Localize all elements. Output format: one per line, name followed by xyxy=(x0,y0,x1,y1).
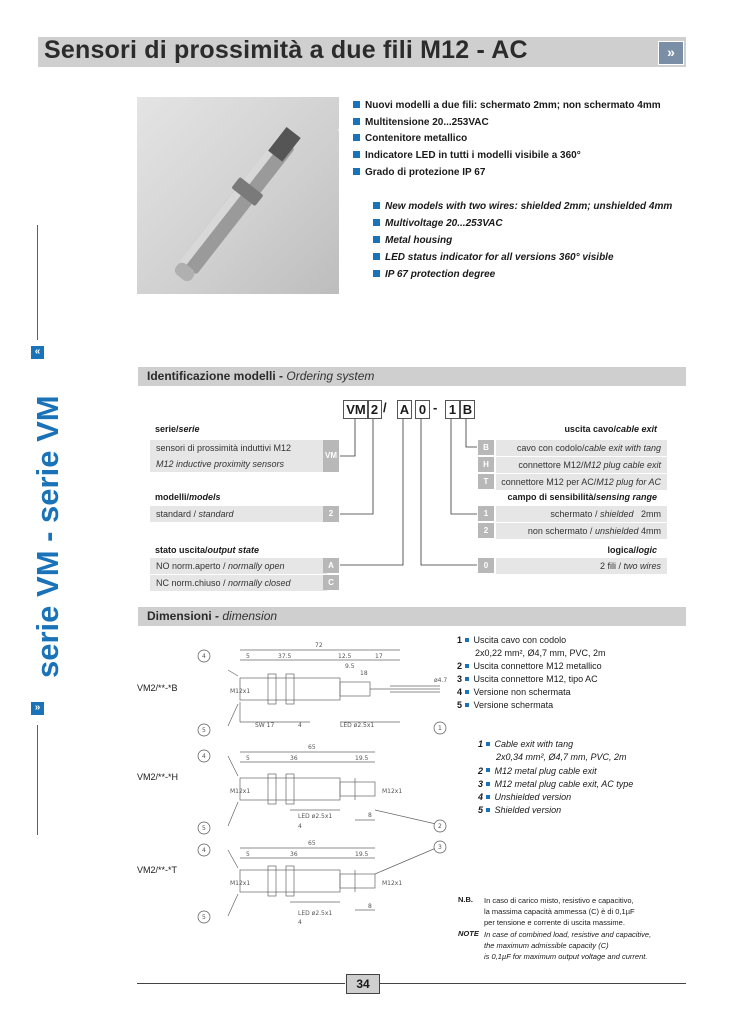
svg-text:37.5: 37.5 xyxy=(278,653,292,660)
svg-text:LED ø2.5x1: LED ø2.5x1 xyxy=(298,910,333,917)
svg-text:M12x1: M12x1 xyxy=(382,880,403,887)
legend-item-detail: 2x0,34 mm², Ø4,7 mm, PVC, 2m xyxy=(496,752,627,763)
svg-text:2: 2 xyxy=(438,823,442,830)
svg-text:4: 4 xyxy=(298,823,302,830)
code-slash: / xyxy=(383,400,387,415)
list-item: LED status indicator for all versions 360° visible xyxy=(373,249,672,266)
svg-text:8: 8 xyxy=(368,812,372,819)
stato-code-a: A xyxy=(323,558,339,573)
svg-text:LED ø2.5x1: LED ø2.5x1 xyxy=(340,722,375,729)
svg-text:M12x1: M12x1 xyxy=(230,788,251,795)
uscita-row-b: cavo con codolo/cable exit with tang xyxy=(496,440,667,456)
code-vm: VM xyxy=(343,400,369,419)
campo-row-1: schermato / shielded 2mm xyxy=(496,506,667,522)
stato-row-nc: NC norm.chiuso / normally closed xyxy=(150,575,327,591)
code-2: 2 xyxy=(367,400,382,419)
uscita-header: uscita cavo/cable exit xyxy=(564,424,657,434)
note-text: In case of combined load, resistive and capacitive, the maximum admissible capacity (C) is 0,1µF for maximum output voltage and current. xyxy=(484,930,652,961)
footer-line-right xyxy=(380,983,686,984)
model-label-h: VM2/**-*H xyxy=(137,772,179,782)
legend-item: 4 Versione non schermata xyxy=(457,687,571,697)
svg-text:4: 4 xyxy=(202,847,206,854)
double-chevron-down-icon[interactable]: » xyxy=(31,702,44,715)
legend-item: 3 M12 metal plug cable exit, AC type xyxy=(478,778,634,789)
uscita-row-h: connettore M12/M12 plug cable exit xyxy=(496,457,667,473)
svg-text:3: 3 xyxy=(438,844,442,851)
sidebar-text: serie VM - serie VM xyxy=(30,395,65,678)
campo-row-2: non schermato / unshielded 4mm xyxy=(496,523,667,539)
svg-text:12.5: 12.5 xyxy=(338,653,352,660)
svg-text:M12x1: M12x1 xyxy=(230,880,251,887)
legend-item: 1 Uscita cavo con codolo xyxy=(457,635,567,645)
svg-text:1: 1 xyxy=(438,725,442,732)
list-item: New models with two wires: shielded 2mm; unshielded 4mm xyxy=(373,198,672,215)
code-dash: - xyxy=(433,400,438,415)
svg-text:5: 5 xyxy=(246,653,250,660)
stato-header: stato uscita/output state xyxy=(155,545,260,555)
svg-text:LED ø2.5x1: LED ø2.5x1 xyxy=(298,813,333,820)
list-item: Grado di protezione IP 67 xyxy=(353,165,661,182)
stato-row-no: NO norm.aperto / normally open xyxy=(150,558,327,574)
footer-line-left xyxy=(137,983,345,984)
logica-code-0: 0 xyxy=(478,558,494,573)
svg-text:5: 5 xyxy=(246,851,250,858)
nb-label: N.B. xyxy=(458,895,473,904)
dimension-drawings xyxy=(190,630,460,930)
dimensions-title: Dimensioni - dimension xyxy=(147,609,278,623)
svg-text:SW 17: SW 17 xyxy=(255,722,275,729)
logica-row: 2 fili / two wires xyxy=(496,558,667,574)
svg-text:M12x1: M12x1 xyxy=(230,688,251,695)
page-number: 34 xyxy=(346,974,380,994)
code-a: A xyxy=(397,400,412,419)
legend-item: 5 Versione schermata xyxy=(457,700,554,710)
uscita-row-t: connettore M12 per AC/M12 plug for AC xyxy=(496,474,667,490)
code-1: 1 xyxy=(445,400,460,419)
serie-code: VM xyxy=(323,440,339,472)
uscita-code-b: B xyxy=(478,440,494,455)
campo-code-1: 1 xyxy=(478,506,494,521)
modelli-code: 2 xyxy=(323,506,339,522)
legend-item: 2 M12 metal plug cable exit xyxy=(478,765,597,776)
svg-text:4: 4 xyxy=(298,919,302,926)
campo-header: campo di sensibilità/sensing range xyxy=(507,492,657,502)
svg-text:9.5: 9.5 xyxy=(345,663,355,670)
svg-text:5: 5 xyxy=(246,755,250,762)
page-title: Sensori di prossimità a due fili M12 - AC xyxy=(44,36,528,64)
svg-text:18: 18 xyxy=(360,670,368,677)
svg-text:65: 65 xyxy=(308,840,316,847)
campo-code-2: 2 xyxy=(478,523,494,538)
svg-text:8: 8 xyxy=(368,903,372,910)
legend-item: 5 Shielded version xyxy=(478,805,562,816)
serie-row-1: sensori di prossimità induttivi M12 xyxy=(150,440,327,456)
list-item: Indicatore LED in tutti i modelli visibile a 360° xyxy=(353,148,661,165)
note-label: NOTE xyxy=(458,929,479,938)
nb-text: In caso di carico misto, resistivo e capacitivo, la massima capacità ammessa (C) è di 0,1µF per tensione e corrente di uscita massime. xyxy=(484,896,635,927)
model-label-b: VM2/**-*B xyxy=(137,683,178,693)
code-b: B xyxy=(460,400,475,419)
model-label-t: VM2/**-*T xyxy=(137,865,178,875)
serie-header: serie/serie xyxy=(155,424,200,434)
stato-code-c: C xyxy=(323,575,339,590)
list-item: Multivoltage 20...253VAC xyxy=(373,215,672,232)
double-chevron-up-icon[interactable]: « xyxy=(31,346,44,359)
svg-text:17: 17 xyxy=(375,653,383,660)
uscita-code-t: T xyxy=(478,474,494,489)
legend-item: 1 Cable exit with tang xyxy=(478,739,574,749)
legend-item: 4 Unshielded version xyxy=(478,792,572,803)
legend-it xyxy=(457,634,606,712)
list-item: Contenitore metallico xyxy=(353,131,661,148)
svg-text:4: 4 xyxy=(202,753,206,760)
svg-text:4: 4 xyxy=(298,722,302,729)
legend-item: 3 Uscita connettore M12, tipo AC xyxy=(457,674,598,684)
logica-header: logica/logic xyxy=(607,545,657,555)
list-item: Metal housing xyxy=(373,232,672,249)
list-item: Nuovi modelli a due fili: schermato 2mm; non schermato 4mm xyxy=(353,98,661,115)
legend-item-detail: 2x0,22 mm², Ø4,7 mm, PVC, 2m xyxy=(475,648,606,658)
svg-text:19.5: 19.5 xyxy=(355,755,369,762)
svg-text:5: 5 xyxy=(202,727,206,734)
side-line-bottom xyxy=(37,725,38,835)
ordering-title: Identificazione modelli - Ordering system xyxy=(147,369,375,383)
svg-text:19.5: 19.5 xyxy=(355,851,369,858)
svg-text:5: 5 xyxy=(202,914,206,921)
list-item: IP 67 protection degree xyxy=(373,266,672,283)
list-item: Multitensione 20...253VAC xyxy=(353,115,661,132)
uscita-code-h: H xyxy=(478,457,494,472)
legend-item: 2 Uscita connettore M12 metallico xyxy=(457,661,602,671)
serie-row-2: M12 inductive proximity sensors xyxy=(150,456,327,472)
svg-text:ø4.7: ø4.7 xyxy=(434,677,448,684)
svg-text:72: 72 xyxy=(315,642,323,649)
svg-text:5: 5 xyxy=(202,825,206,832)
legend-en xyxy=(478,738,633,818)
svg-text:4: 4 xyxy=(202,653,206,660)
svg-text:36: 36 xyxy=(290,851,298,858)
modelli-header: modelli/models xyxy=(155,492,221,502)
modelli-row: standard / standard xyxy=(150,506,327,522)
code-0: 0 xyxy=(415,400,430,419)
svg-text:M12x1: M12x1 xyxy=(382,788,403,795)
svg-text:36: 36 xyxy=(290,755,298,762)
svg-text:65: 65 xyxy=(308,744,316,751)
double-chevron-right-icon[interactable]: » xyxy=(658,41,684,65)
